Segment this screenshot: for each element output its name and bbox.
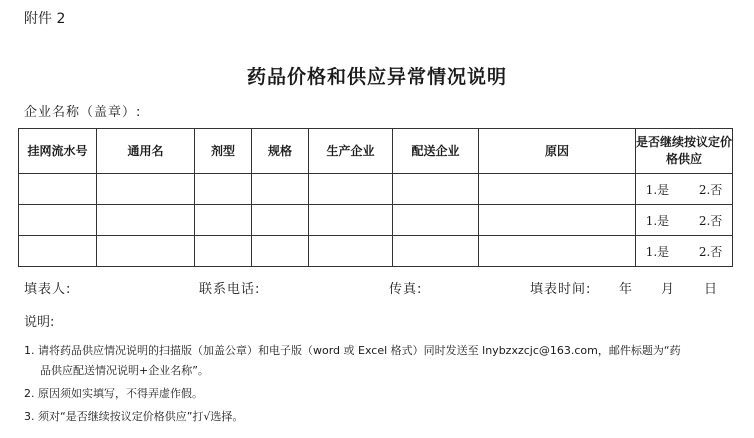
notes-title: 说明: <box>24 315 55 330</box>
cell-reason[interactable] <box>479 205 636 236</box>
company-name-label: 企业名称（盖章）: <box>24 105 142 120</box>
cell-manufacturer[interactable] <box>309 174 393 205</box>
header-reason: 原因 <box>479 129 636 174</box>
cell-specification[interactable] <box>252 236 309 267</box>
cell-continue-supply-choice <box>636 174 733 205</box>
note-item-2: 2. 原因须如实填写，不得弄虚作假。 <box>24 387 203 400</box>
cell-manufacturer[interactable] <box>309 236 393 267</box>
choice-yes[interactable]: 1.是 <box>645 182 670 197</box>
header-distributor: 配送企业 <box>393 129 479 174</box>
note-item-1: 1. 请将药品供应情况说明的扫描版（加盖公章）和电子版（word 或 Excel 格式）同时发送至 lnybzxzcjc@163.com，邮件标题为“药 <box>24 344 681 357</box>
choice-no[interactable]: 2.否 <box>698 182 723 197</box>
price-supply-table <box>18 128 733 267</box>
filler-label: 填表人: <box>24 282 72 297</box>
cell-listing-serial[interactable] <box>19 174 97 205</box>
choice-yes[interactable]: 1.是 <box>645 244 670 259</box>
fill-time-label: 填表时间: <box>530 282 592 297</box>
cell-continue-supply-choice <box>636 236 733 267</box>
table-header-row <box>19 129 733 174</box>
table-row <box>19 205 733 236</box>
cell-distributor[interactable] <box>393 236 479 267</box>
phone-label: 联系电话: <box>199 282 261 297</box>
cell-generic-name[interactable] <box>97 174 195 205</box>
year-label: 年 <box>619 282 634 297</box>
fax-label: 传真: <box>389 282 423 297</box>
cell-dosage-form[interactable] <box>195 174 252 205</box>
cell-listing-serial[interactable] <box>19 205 97 236</box>
header-listing-serial: 挂网流水号 <box>19 129 97 174</box>
attachment-label: 附件 2 <box>24 11 66 27</box>
document-title: 药品价格和供应异常情况说明 <box>246 66 507 88</box>
cell-dosage-form[interactable] <box>195 236 252 267</box>
cell-specification[interactable] <box>252 174 309 205</box>
day-label: 日 <box>704 282 719 297</box>
note-item-3: 3. 须对“是否继续按议定价格供应”打√选择。 <box>24 410 244 423</box>
cell-generic-name[interactable] <box>97 236 195 267</box>
note-item-1-continued: 品供应配送情况说明+企业名称”。 <box>40 364 209 377</box>
header-manufacturer: 生产企业 <box>309 129 393 174</box>
cell-dosage-form[interactable] <box>195 205 252 236</box>
cell-specification[interactable] <box>252 205 309 236</box>
header-specification: 规格 <box>252 129 309 174</box>
header-generic-name: 通用名 <box>97 129 195 174</box>
cell-manufacturer[interactable] <box>309 205 393 236</box>
cell-continue-supply-choice <box>636 205 733 236</box>
cell-generic-name[interactable] <box>97 205 195 236</box>
cell-reason[interactable] <box>479 174 636 205</box>
cell-distributor[interactable] <box>393 205 479 236</box>
choice-no[interactable]: 2.否 <box>698 213 723 228</box>
choice-no[interactable]: 2.否 <box>698 244 723 259</box>
cell-reason[interactable] <box>479 236 636 267</box>
month-label: 月 <box>661 282 676 297</box>
cell-listing-serial[interactable] <box>19 236 97 267</box>
table-row <box>19 174 733 205</box>
table-row <box>19 236 733 267</box>
choice-yes[interactable]: 1.是 <box>645 213 670 228</box>
cell-distributor[interactable] <box>393 174 479 205</box>
header-continue-supply: 是否继续按议定价格供应 <box>636 129 733 174</box>
header-dosage-form: 剂型 <box>195 129 252 174</box>
